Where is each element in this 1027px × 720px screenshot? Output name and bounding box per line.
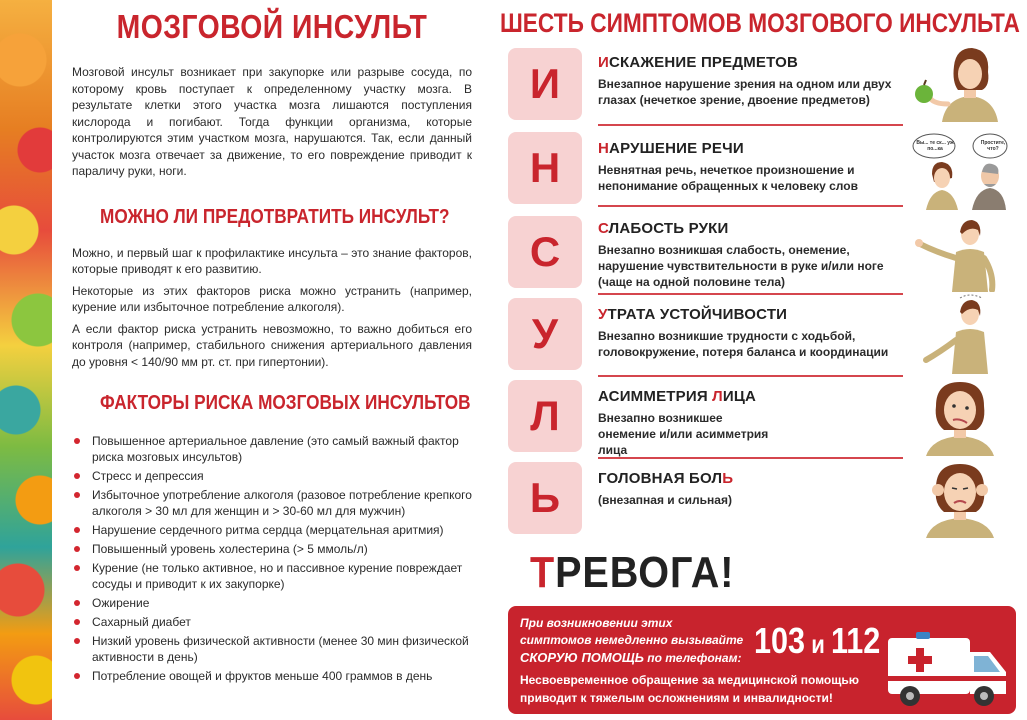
list-item: Избыточное употребление алкоголя (разовое потребление крепкого алкоголя > 30 мл для женщин и > 30-60 мл для мужчин) [72, 487, 472, 519]
dizziness-illustration [912, 294, 1008, 374]
emergency-banner [508, 606, 1016, 714]
symptom-description: Внезапно возникшая слабость, онемение, нарушение чувствительности в руке и/или ноге (чаще на одной половине тела) [598, 243, 884, 289]
acronym-letter-box: Л [508, 380, 582, 452]
list-item: Нарушение сердечного ритма сердца (мерцательная аритмия) [72, 522, 472, 538]
emergency-phone-numbers: 103 и 112 [754, 620, 881, 661]
prevention-paragraph: Можно, и первый шаг к профилактике инсульта – это знание факторов, которые приводят к его развитию. [72, 245, 472, 276]
phone-number: 112 [830, 620, 881, 661]
bullet-icon [74, 600, 80, 606]
bullet-icon [74, 673, 80, 679]
decorative-color-strip [0, 0, 52, 720]
right-column [500, 0, 1027, 720]
headache-illustration [912, 458, 1008, 538]
banner-line: симптомов немедленно вызывайте [520, 633, 744, 647]
list-item: Курение (не только активное, но и пассивное курение повреждает сосуды и приводит к их закупорке) [72, 560, 472, 592]
symptoms-title: ШЕСТЬ СИМПТОМОВ МОЗГОВОГО ИНСУЛЬТА [500, 8, 1020, 38]
bullet-icon [74, 638, 80, 644]
bullet-icon [74, 438, 80, 444]
acronym-letter-box: Ь [508, 462, 582, 534]
symptom-title: ИСКАЖЕНИЕ ПРЕДМЕТОВ [598, 54, 799, 71]
woman-with-apple-illustration [912, 42, 1008, 122]
acronym-letter-box: Н [508, 132, 582, 204]
acronym-letter-box: У [508, 298, 582, 370]
prevention-paragraphs [72, 245, 472, 371]
left-column [72, 0, 472, 720]
bullet-icon [74, 619, 80, 625]
divider [598, 375, 903, 377]
symptom-description: (внезапная и сильная) [598, 493, 732, 507]
symptom-description: Внезапно возникшее онемение и/или асимметрия лица [598, 411, 769, 457]
facial-asymmetry-illustration [912, 376, 1008, 456]
acronym-letter-box: И [508, 48, 582, 120]
acronym-letter-box: С [508, 216, 582, 288]
symptom-description: Невнятная речь, нечеткое произношение и непонимание обращенных к человеку слов [598, 163, 858, 193]
arm-weakness-illustration [914, 212, 1010, 292]
symptom-title: СЛАБОСТЬ РУКИ [598, 220, 729, 237]
divider [598, 124, 903, 126]
symptom-description: Внезапное нарушение зрения на одном или двух глазах (нечеткое зрение, двоение предметов) [598, 77, 892, 107]
delay-warning: Несвоевременное обращение за медицинской помощью приводит к тяжелым осложнениям и инвалидности! [520, 673, 860, 705]
list-item: Повышенный уровень холестерина (> 5 ммоль/л) [72, 541, 472, 557]
symptom-title: НАРУШЕНИЕ РЕЧИ [598, 140, 744, 157]
banner-line: При возникновении этих [520, 616, 673, 630]
bullet-icon [74, 546, 80, 552]
ambulance-icon [886, 630, 1008, 710]
symptom-title: АСИММЕТРИЯ ЛИЦА [598, 388, 757, 405]
divider [598, 205, 903, 207]
banner-line: СКОРУЮ ПОМОЩЬ по телефонам: [520, 650, 742, 665]
symptom-title: УТРАТА УСТОЙЧИВОСТИ [598, 306, 788, 323]
intro-paragraph: Мозговой инсульт возникает при закупорке или разрыве сосуда, по которому кровь поступает к определенному участку мозга. В результате клетки этого участка мозга лишаются поступления кислорода и погибают. Тогда функции организма, которые контролируются этим участком мозга, нарушаются. Так, если данный участок мозга отвечает за движение, то его повреждение приводит к параличу руки, ноги. [72, 65, 472, 178]
phone-number: 103 [754, 620, 806, 661]
prevention-paragraph: А если фактор риска устранить невозможно, то важно добиться его контроля (например, стабильного снижения артериального давления до уровня < 140/90 мм рт. ст. при гипертонии). [72, 321, 472, 369]
list-item: Ожирение [72, 595, 472, 611]
list-item: Потребление овощей и фруктов меньше 400 граммов в день [72, 668, 472, 684]
list-item: Повышенное артериальное давление (это самый важный фактор риска мозговых инсультов) [72, 433, 472, 465]
risk-factors-list [72, 433, 472, 684]
alarm-heading: ТРЕВОГА! [530, 548, 735, 597]
list-item: Сахарный диабет [72, 614, 472, 630]
bullet-icon [74, 565, 80, 571]
speech-bubble-left: Вы... те ск... уж по...ка [916, 140, 954, 152]
list-item: Стресс и депрессия [72, 468, 472, 484]
divider [598, 293, 903, 295]
symptom-description: Внезапно возникшие трудности с ходьбой, головокружение, потеря баланса и координации [598, 329, 889, 359]
risk-factors-title: ФАКТОРЫ РИСКА МОЗГОВЫХ ИНСУЛЬТОВ [100, 392, 471, 414]
prevention-paragraph: Некоторые из этих факторов риска можно устранить (например, курение или избыточное потребление алкоголя). [72, 283, 472, 314]
bullet-icon [74, 473, 80, 479]
list-item: Низкий уровень физической активности (менее 30 мин физической активности в день) [72, 633, 472, 665]
speech-bubble-right: Простите, что? [980, 140, 1006, 152]
main-title: МОЗГОВОЙ ИНСУЛЬТ [116, 8, 428, 45]
symptom-title: ГОЛОВНАЯ БОЛЬ [598, 470, 734, 487]
divider [598, 457, 903, 459]
prevention-title: МОЖНО ЛИ ПРЕДОТВРАТИТЬ ИНСУЛЬТ? [100, 205, 450, 228]
bullet-icon [74, 492, 80, 498]
bullet-icon [74, 527, 80, 533]
